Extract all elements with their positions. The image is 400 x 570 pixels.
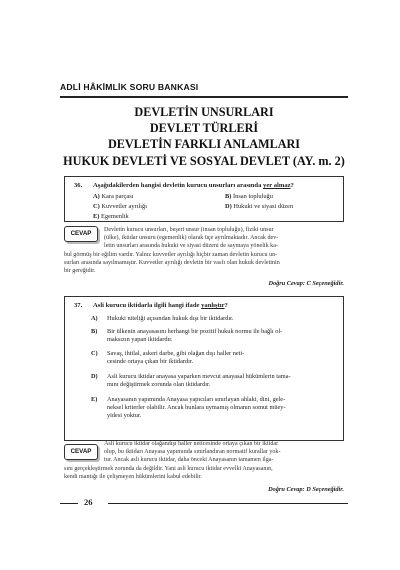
option-c[interactable]: C) Savaş, ihtilal, askeri darbe, gibi olağan dışı haller neti- cesinde ortaya çıkan bir iktidardır.	[91, 350, 245, 366]
chapter-title-2: DEVLET TÜRLERİ	[149, 121, 259, 136]
option-e[interactable]: E) Egemenlik	[93, 213, 129, 220]
chapter-title-3: DEVLETİN FARKLI ANLAMLARI	[107, 137, 301, 152]
chapter-title-4: HUKUK DEVLETİ VE SOSYAL DEVLET (AY. m. 2)	[63, 153, 345, 168]
question-stem: Aşağıdakilerden hangisi devletin kurucu unsurları arasında yer almaz?	[93, 182, 294, 189]
header-rule	[60, 96, 348, 98]
chapter-titles	[60, 104, 348, 169]
correct-answer-36: Doğru Cevap: C Seçeneğidir.	[268, 280, 344, 287]
answer-explanation-36: Devletin kurucu unsurları, beşeri unsur (insan topluluğu), fiziki unsur (ülke), iktidar unsuru (egemenlik) olarak üçe ayrılmaktadır. Ancak dev- letin unsurları arasında hukuki ve siyasi düzeni de saymaya yönelik ka- bul görmüş bir eğilim vardır. Yalnız kuvvetler ayrılığı hiçbir zaman devletin kurucu un- surları arasında sayılmamıştır. Kuvvetler ayrılığı devletin bir vasfı olan hukuk devletinin bir gereğidir.	[64, 227, 280, 275]
option-d[interactable]: D) Hukuki ve siyasi düzen	[225, 203, 294, 210]
option-a[interactable]: A) Hukuki niteliği açısından hukuk dışı bir iktidardır.	[91, 315, 234, 322]
page-number: 26	[84, 497, 93, 507]
chapter-title-1: DEVLETİN UNSURLARI	[134, 105, 274, 119]
question-number: 37.	[74, 302, 83, 309]
question-36-box	[64, 176, 344, 222]
answer-badge: CEVAP	[64, 226, 98, 242]
footer-rule-left	[60, 503, 78, 504]
page-header-title: ADLİ HÂKİMLİK SORU BANKASI	[60, 82, 199, 92]
option-d[interactable]: D) Asli kurucu iktidar anayasa yaparken mevcut anayasal hükümlerin tama- mını değiştirmek zorunda olan iktidardır.	[91, 373, 291, 389]
answer-badge: CEVAP	[64, 444, 98, 460]
correct-answer-37: Doğru Cevap: D Seçeneğidir.	[268, 486, 344, 493]
question-emphasis: yer almaz	[263, 182, 291, 189]
option-b[interactable]: B) İnsan topluluğu	[225, 193, 273, 200]
option-c[interactable]: C) Kuvvetler ayrılığı	[93, 203, 147, 210]
question-emphasis: yanlıştır	[201, 302, 225, 309]
question-number: 36.	[74, 182, 83, 189]
question-37-box	[64, 296, 344, 441]
question-stem: Asli kurucu iktidarla ilgili hangi ifade yanlıştır?	[93, 302, 228, 309]
option-b[interactable]: B) Bir ülkenin anayasasını herhangi bir pozitif hukuk normu ile bağlı ol- maksızın yapan iktidardır.	[91, 328, 283, 344]
option-e[interactable]: E) Anayasanın yapımında Anayasa yapıcıları sınırlayan ahlaki, dini, gele- neksel kriterler olabilir. Ancak bunlara uymamış olmanın somut müey- yidesi yoktur.	[91, 396, 286, 420]
answer-explanation-37: Asli kurucu iktidar olağandışı haller neticesinde ortaya çıkan bir iktidar olup, bu iktidarı Anayasa yapımında sınırlandıran normatif kurallar yok- tur. Ancak asli kurucu iktidar, daha önceki Anayasanın tamamen ilga- sını gerçekleştirmek zorunda da değildir. Yani asli kurucu iktidar evvelki Anayasanın, kendi mantığı ile çelişmeyen hükümlerini kabul edebilir.	[64, 441, 281, 480]
option-a[interactable]: A) Kara parçası	[93, 193, 134, 200]
footer-rule-right	[108, 503, 348, 504]
